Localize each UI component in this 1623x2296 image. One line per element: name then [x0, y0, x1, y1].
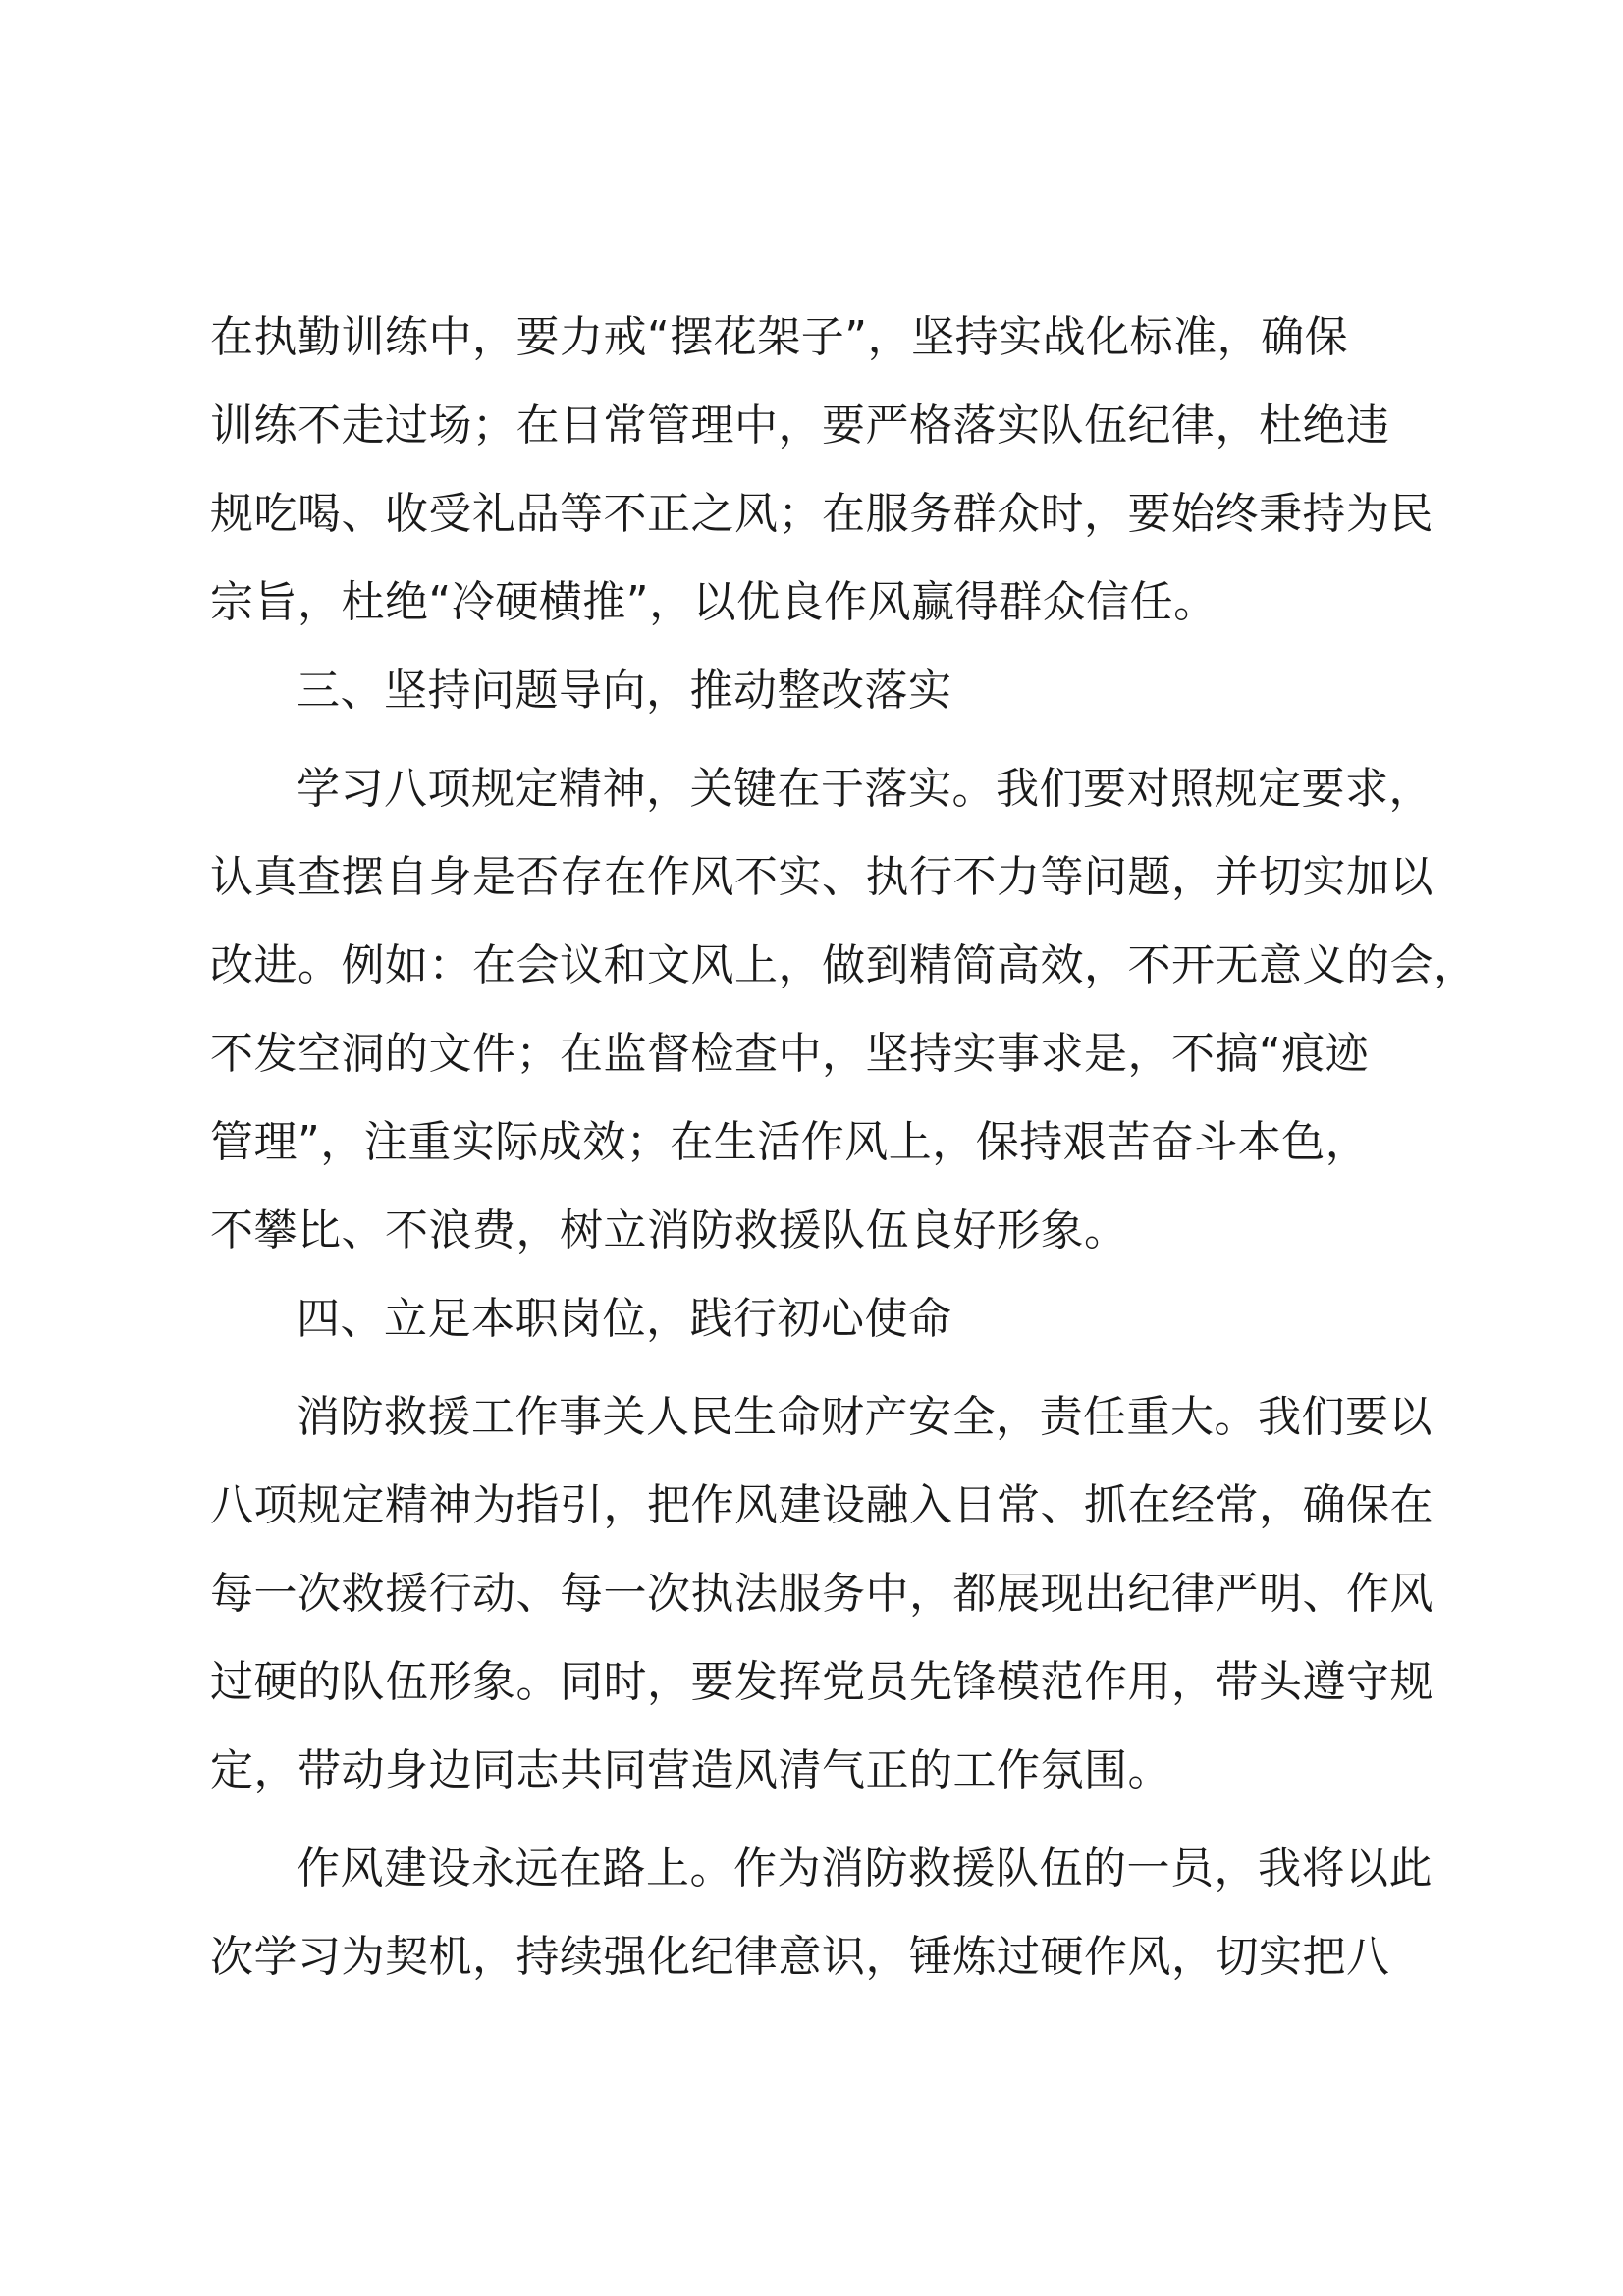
body-text-line: 八项规定精神为指引，把作风建设融入日常、抓在经常，确保在 [210, 1480, 1434, 1530]
body-text-line: 作风建设永远在路上。作为消防救援队伍的一员，我将以此 [297, 1843, 1433, 1894]
body-text-line: 改进。例如：在会议和文风上，做到精简高效，不开无意义的会， [210, 940, 1478, 990]
body-text-line: 不攀比、不浪费，树立消防救援队伍良好形象。 [210, 1205, 1128, 1255]
body-text-line: 定，带动身边同志共同营造风清气正的工作氛围。 [210, 1745, 1171, 1795]
body-text-line: 管理”，注重实际成效；在生活作风上，保持艰苦奋斗本色， [210, 1117, 1370, 1167]
body-text-line: 认真查摆自身是否存在作风不实、执行不力等问题，并切实加以 [210, 852, 1434, 902]
body-text-line: 消防救援工作事关人民生命财产安全，责任重大。我们要以 [297, 1392, 1433, 1442]
section-heading-3: 三、坚持问题导向，推动整改落实 [297, 666, 952, 716]
body-text-line: 不发空洞的文件；在监督检查中，坚持实事求是，不搞“痕迹 [210, 1029, 1370, 1079]
body-text-line: 训练不走过场；在日常管理中，要严格落实队伍纪律，杜绝违 [210, 400, 1390, 451]
body-text-line: 在执勤训练中，要力戒“摆花架子”，坚持实战化标准，确保 [210, 312, 1349, 362]
body-text-line: 宗旨，杜绝“冷硬横推”，以优良作风赢得群众信任。 [210, 577, 1217, 627]
body-text-line: 次学习为契机，持续强化纪律意识，锤炼过硬作风，切实把八 [210, 1932, 1390, 1982]
body-text-line: 每一次救援行动、每一次执法服务中，都展现出纪律严明、作风 [210, 1569, 1434, 1619]
body-text-line: 规吃喝、收受礼品等不正之风；在服务群众时，要始终秉持为民 [210, 489, 1434, 539]
body-text-line: 过硬的队伍形象。同时，要发挥党员先锋模范作用，带头遵守规 [210, 1657, 1434, 1707]
section-heading-4: 四、立足本职岗位，践行初心使命 [297, 1294, 952, 1344]
body-text-line: 学习八项规定精神，关键在于落实。我们要对照规定要求， [297, 764, 1433, 814]
